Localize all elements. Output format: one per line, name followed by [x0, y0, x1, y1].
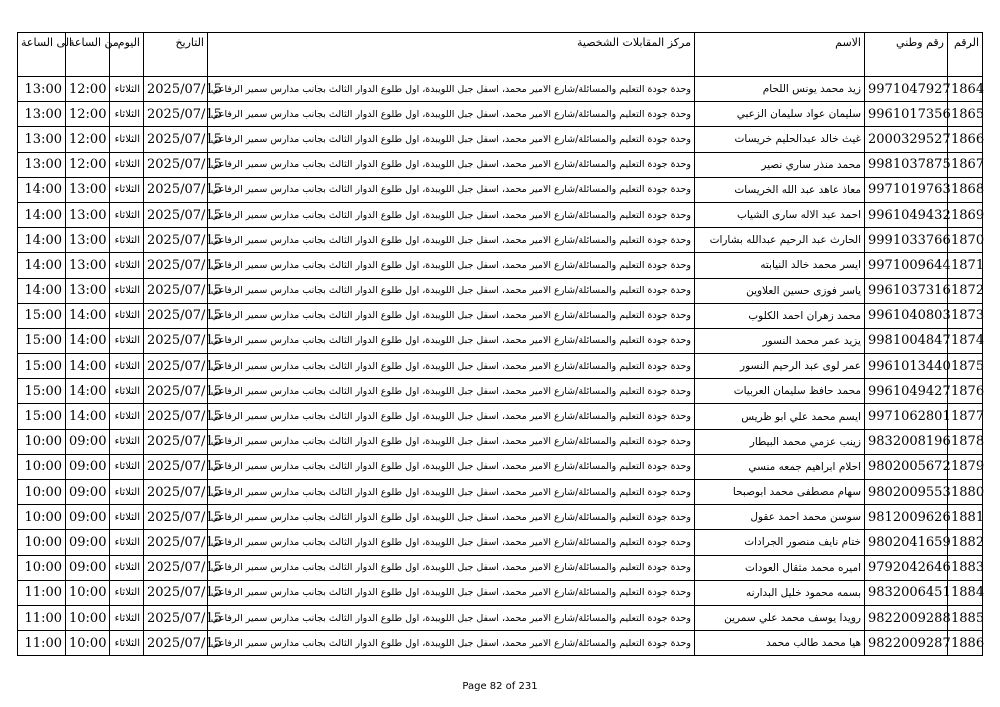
- cell-to-time: 14:00: [18, 177, 66, 202]
- cell-to-time: 10:00: [18, 454, 66, 479]
- cell-date: 2025/07/15: [144, 253, 208, 278]
- header-center: مركز المقابلات الشخصية: [208, 33, 695, 77]
- cell-center: وحدة جودة التعليم والمسائلة/شارع الامير محمد، اسفل جبل اللويبدة، اول طلوع الدوار الثالث بجانب مدارس سمير الرفاعي: [208, 379, 695, 404]
- table-row: [18, 480, 983, 505]
- cell-national-id: 9822009287: [865, 631, 948, 656]
- cell-day: الثلاثاء: [110, 631, 144, 656]
- schedule-sheet: [17, 32, 985, 656]
- table-row: [18, 631, 983, 656]
- cell-to-time: 15:00: [18, 354, 66, 379]
- cell-center: وحدة جودة التعليم والمسائلة/شارع الامير محمد، اسفل جبل اللويبدة، اول طلوع الدوار الثالث بجانب مدارس سمير الرفاعي: [208, 354, 695, 379]
- cell-national-id: 2000329527: [865, 127, 948, 152]
- cell-day: الثلاثاء: [110, 253, 144, 278]
- cell-date: 2025/07/15: [144, 605, 208, 630]
- cell-name: سليمان عواد سليمان الزعبي: [695, 102, 865, 127]
- cell-day: الثلاثاء: [110, 530, 144, 555]
- cell-date: 2025/07/15: [144, 429, 208, 454]
- cell-from-time: 13:00: [66, 228, 110, 253]
- cell-number: 1884: [948, 580, 983, 605]
- cell-date: 2025/07/15: [144, 77, 208, 102]
- cell-national-id: 9961013440: [865, 354, 948, 379]
- cell-date: 2025/07/15: [144, 631, 208, 656]
- cell-number: 1866: [948, 127, 983, 152]
- cell-name: احلام ابراهيم جمعه منسي: [695, 454, 865, 479]
- cell-date: 2025/07/15: [144, 480, 208, 505]
- cell-center: وحدة جودة التعليم والمسائلة/شارع الامير محمد، اسفل جبل اللويبدة، اول طلوع الدوار الثالث بجانب مدارس سمير الرفاعي: [208, 152, 695, 177]
- cell-day: الثلاثاء: [110, 202, 144, 227]
- table-row: [18, 152, 983, 177]
- table-row: [18, 177, 983, 202]
- header-from-time: من الساعة: [66, 33, 110, 77]
- table-row: [18, 379, 983, 404]
- cell-to-time: 10:00: [18, 555, 66, 580]
- cell-center: وحدة جودة التعليم والمسائلة/شارع الامير محمد، اسفل جبل اللويبدة، اول طلوع الدوار الثالث بجانب مدارس سمير الرفاعي: [208, 228, 695, 253]
- page-number: Page 82 of 231: [462, 681, 538, 692]
- cell-date: 2025/07/15: [144, 530, 208, 555]
- cell-national-id: 9971062801: [865, 404, 948, 429]
- table-row: [18, 253, 983, 278]
- cell-national-id: 9961040803: [865, 303, 948, 328]
- cell-date: 2025/07/15: [144, 555, 208, 580]
- header-national-id: رقم وطني: [865, 33, 948, 77]
- cell-from-time: 14:00: [66, 404, 110, 429]
- cell-date: 2025/07/15: [144, 580, 208, 605]
- header-day: اليوم: [110, 33, 144, 77]
- cell-center: وحدة جودة التعليم والمسائلة/شارع الامير محمد، اسفل جبل اللويبدة، اول طلوع الدوار الثالث بجانب مدارس سمير الرفاعي: [208, 631, 695, 656]
- cell-center: وحدة جودة التعليم والمسائلة/شارع الامير محمد، اسفل جبل اللويبدة، اول طلوع الدوار الثالث بجانب مدارس سمير الرفاعي: [208, 303, 695, 328]
- cell-to-time: 10:00: [18, 480, 66, 505]
- interview-schedule-table: [17, 32, 983, 656]
- cell-from-time: 12:00: [66, 77, 110, 102]
- cell-to-time: 13:00: [18, 152, 66, 177]
- table-row: [18, 303, 983, 328]
- cell-date: 2025/07/15: [144, 177, 208, 202]
- cell-center: وحدة جودة التعليم والمسائلة/شارع الامير محمد، اسفل جبل اللويبدة، اول طلوع الدوار الثالث بجانب مدارس سمير الرفاعي: [208, 404, 695, 429]
- table-row: [18, 505, 983, 530]
- cell-day: الثلاثاء: [110, 480, 144, 505]
- cell-to-time: 15:00: [18, 404, 66, 429]
- cell-from-time: 13:00: [66, 202, 110, 227]
- cell-day: الثلاثاء: [110, 303, 144, 328]
- cell-center: وحدة جودة التعليم والمسائلة/شارع الامير محمد، اسفل جبل اللويبدة، اول طلوع الدوار الثالث بجانب مدارس سمير الرفاعي: [208, 580, 695, 605]
- cell-to-time: 11:00: [18, 605, 66, 630]
- table-row: [18, 228, 983, 253]
- cell-from-time: 09:00: [66, 505, 110, 530]
- cell-name: سوسن محمد احمد عقول: [695, 505, 865, 530]
- cell-day: الثلاثاء: [110, 379, 144, 404]
- cell-day: الثلاثاء: [110, 429, 144, 454]
- cell-day: الثلاثاء: [110, 454, 144, 479]
- table-row: [18, 354, 983, 379]
- cell-national-id: 9961037316: [865, 278, 948, 303]
- cell-to-time: 14:00: [18, 202, 66, 227]
- cell-from-time: 13:00: [66, 253, 110, 278]
- cell-national-id: 9991033766: [865, 228, 948, 253]
- cell-to-time: 15:00: [18, 303, 66, 328]
- cell-number: 1878: [948, 429, 983, 454]
- cell-name: اميره محمد مثقال العودات: [695, 555, 865, 580]
- cell-number: 1876: [948, 379, 983, 404]
- cell-date: 2025/07/15: [144, 278, 208, 303]
- table-row: [18, 555, 983, 580]
- cell-date: 2025/07/15: [144, 127, 208, 152]
- cell-from-time: 14:00: [66, 328, 110, 353]
- cell-name: زينب عزمي محمد البيطار: [695, 429, 865, 454]
- cell-center: وحدة جودة التعليم والمسائلة/شارع الامير محمد، اسفل جبل اللويبدة، اول طلوع الدوار الثالث بجانب مدارس سمير الرفاعي: [208, 530, 695, 555]
- table-header-row: [18, 33, 983, 77]
- cell-day: الثلاثاء: [110, 278, 144, 303]
- table-row: [18, 77, 983, 102]
- cell-name: ايسر محمد خالد النيابته: [695, 253, 865, 278]
- cell-from-time: 14:00: [66, 303, 110, 328]
- cell-to-time: 11:00: [18, 631, 66, 656]
- cell-to-time: 10:00: [18, 505, 66, 530]
- cell-date: 2025/07/15: [144, 102, 208, 127]
- cell-center: وحدة جودة التعليم والمسائلة/شارع الامير محمد، اسفل جبل اللويبدة، اول طلوع الدوار الثالث بجانب مدارس سمير الرفاعي: [208, 555, 695, 580]
- cell-day: الثلاثاء: [110, 328, 144, 353]
- cell-to-time: 14:00: [18, 253, 66, 278]
- cell-number: 1880: [948, 480, 983, 505]
- cell-national-id: 9802009553: [865, 480, 948, 505]
- cell-number: 1882: [948, 530, 983, 555]
- cell-from-time: 13:00: [66, 278, 110, 303]
- cell-from-time: 10:00: [66, 631, 110, 656]
- cell-from-time: 14:00: [66, 379, 110, 404]
- cell-national-id: 9961049427: [865, 379, 948, 404]
- cell-national-id: 9981037875: [865, 152, 948, 177]
- cell-from-time: 09:00: [66, 429, 110, 454]
- header-to-time: الى الساعة: [18, 33, 66, 77]
- cell-day: الثلاثاء: [110, 152, 144, 177]
- cell-number: 1868: [948, 177, 983, 202]
- cell-center: وحدة جودة التعليم والمسائلة/شارع الامير محمد، اسفل جبل اللويبدة، اول طلوع الدوار الثالث بجانب مدارس سمير الرفاعي: [208, 454, 695, 479]
- cell-date: 2025/07/15: [144, 379, 208, 404]
- cell-name: محمد حافظ سليمان العربيات: [695, 379, 865, 404]
- cell-national-id: 9981004847: [865, 328, 948, 353]
- cell-national-id: 9812009626: [865, 505, 948, 530]
- cell-name: بسمه محمود خليل البدارنه: [695, 580, 865, 605]
- cell-to-time: 13:00: [18, 102, 66, 127]
- cell-number: 1872: [948, 278, 983, 303]
- cell-center: وحدة جودة التعليم والمسائلة/شارع الامير محمد، اسفل جبل اللويبدة، اول طلوع الدوار الثالث بجانب مدارس سمير الرفاعي: [208, 429, 695, 454]
- cell-number: 1885: [948, 605, 983, 630]
- cell-day: الثلاثاء: [110, 102, 144, 127]
- cell-date: 2025/07/15: [144, 505, 208, 530]
- cell-number: 1883: [948, 555, 983, 580]
- cell-national-id: 9802005672: [865, 454, 948, 479]
- cell-center: وحدة جودة التعليم والمسائلة/شارع الامير محمد، اسفل جبل اللويبدة، اول طلوع الدوار الثالث بجانب مدارس سمير الرفاعي: [208, 177, 695, 202]
- cell-date: 2025/07/15: [144, 454, 208, 479]
- cell-name: غيث خالد عبدالحليم خريسات: [695, 127, 865, 152]
- cell-date: 2025/07/15: [144, 228, 208, 253]
- cell-number: 1867: [948, 152, 983, 177]
- table-row: [18, 580, 983, 605]
- cell-from-time: 10:00: [66, 580, 110, 605]
- cell-from-time: 10:00: [66, 605, 110, 630]
- cell-to-time: 10:00: [18, 429, 66, 454]
- cell-national-id: 9961017356: [865, 102, 948, 127]
- cell-national-id: 9822009288: [865, 605, 948, 630]
- table-row: [18, 429, 983, 454]
- cell-national-id: 9802041659: [865, 530, 948, 555]
- cell-number: 1879: [948, 454, 983, 479]
- cell-date: 2025/07/15: [144, 404, 208, 429]
- cell-center: وحدة جودة التعليم والمسائلة/شارع الامير محمد، اسفل جبل اللويبدة، اول طلوع الدوار الثالث بجانب مدارس سمير الرفاعي: [208, 480, 695, 505]
- cell-center: وحدة جودة التعليم والمسائلة/شارع الامير محمد، اسفل جبل اللويبدة، اول طلوع الدوار الثالث بجانب مدارس سمير الرفاعي: [208, 605, 695, 630]
- cell-number: 1864: [948, 77, 983, 102]
- cell-day: الثلاثاء: [110, 404, 144, 429]
- cell-number: 1870: [948, 228, 983, 253]
- cell-national-id: 9971009644: [865, 253, 948, 278]
- cell-date: 2025/07/15: [144, 303, 208, 328]
- cell-name: هيا محمد طالب محمد: [695, 631, 865, 656]
- cell-to-time: 14:00: [18, 228, 66, 253]
- cell-number: 1865: [948, 102, 983, 127]
- cell-from-time: 12:00: [66, 102, 110, 127]
- cell-name: زيد محمد يونس اللحام: [695, 77, 865, 102]
- cell-national-id: 9832006451: [865, 580, 948, 605]
- cell-name: ايسم محمد علي ابو ظريس: [695, 404, 865, 429]
- cell-to-time: 11:00: [18, 580, 66, 605]
- cell-day: الثلاثاء: [110, 505, 144, 530]
- cell-day: الثلاثاء: [110, 228, 144, 253]
- table-row: [18, 404, 983, 429]
- cell-name: محمد زهران احمد الكلوب: [695, 303, 865, 328]
- cell-from-time: 09:00: [66, 530, 110, 555]
- cell-day: الثلاثاء: [110, 605, 144, 630]
- cell-number: 1873: [948, 303, 983, 328]
- cell-national-id: 9792042646: [865, 555, 948, 580]
- cell-number: 1877: [948, 404, 983, 429]
- cell-center: وحدة جودة التعليم والمسائلة/شارع الامير محمد، اسفل جبل اللويبدة، اول طلوع الدوار الثالث بجانب مدارس سمير الرفاعي: [208, 278, 695, 303]
- header-date: التاريخ: [144, 33, 208, 77]
- cell-to-time: 14:00: [18, 278, 66, 303]
- cell-national-id: 9961049432: [865, 202, 948, 227]
- cell-name: معاذ عاهد عبد الله الخريسات: [695, 177, 865, 202]
- cell-center: وحدة جودة التعليم والمسائلة/شارع الامير محمد، اسفل جبل اللويبدة، اول طلوع الدوار الثالث بجانب مدارس سمير الرفاعي: [208, 127, 695, 152]
- cell-from-time: 09:00: [66, 454, 110, 479]
- cell-from-time: 12:00: [66, 152, 110, 177]
- cell-to-time: 15:00: [18, 379, 66, 404]
- cell-number: 1886: [948, 631, 983, 656]
- cell-name: سهام مصطفى محمد ابوصبحا: [695, 480, 865, 505]
- cell-from-time: 12:00: [66, 127, 110, 152]
- cell-center: وحدة جودة التعليم والمسائلة/شارع الامير محمد، اسفل جبل اللويبدة، اول طلوع الدوار الثالث بجانب مدارس سمير الرفاعي: [208, 202, 695, 227]
- cell-number: 1875: [948, 354, 983, 379]
- cell-center: وحدة جودة التعليم والمسائلة/شارع الامير محمد، اسفل جبل اللويبدة، اول طلوع الدوار الثالث بجانب مدارس سمير الرفاعي: [208, 328, 695, 353]
- cell-day: الثلاثاء: [110, 77, 144, 102]
- cell-national-id: 9971019763: [865, 177, 948, 202]
- cell-name: محمد منذر ساري نصير: [695, 152, 865, 177]
- header-number: الرقم: [948, 33, 983, 77]
- cell-day: الثلاثاء: [110, 580, 144, 605]
- cell-to-time: 10:00: [18, 530, 66, 555]
- table-row: [18, 328, 983, 353]
- cell-center: وحدة جودة التعليم والمسائلة/شارع الامير محمد، اسفل جبل اللويبدة، اول طلوع الدوار الثالث بجانب مدارس سمير الرفاعي: [208, 102, 695, 127]
- cell-day: الثلاثاء: [110, 177, 144, 202]
- cell-number: 1871: [948, 253, 983, 278]
- cell-national-id: 9971047927: [865, 77, 948, 102]
- cell-number: 1881: [948, 505, 983, 530]
- cell-to-time: 13:00: [18, 77, 66, 102]
- cell-center: وحدة جودة التعليم والمسائلة/شارع الامير محمد، اسفل جبل اللويبدة، اول طلوع الدوار الثالث بجانب مدارس سمير الرفاعي: [208, 505, 695, 530]
- table-row: [18, 127, 983, 152]
- table-row: [18, 530, 983, 555]
- cell-from-time: 09:00: [66, 555, 110, 580]
- table-row: [18, 102, 983, 127]
- table-row: [18, 278, 983, 303]
- cell-name: عمر لوى عبد الرحيم النسور: [695, 354, 865, 379]
- cell-center: وحدة جودة التعليم والمسائلة/شارع الامير محمد، اسفل جبل اللويبدة، اول طلوع الدوار الثالث بجانب مدارس سمير الرفاعي: [208, 77, 695, 102]
- cell-number: 1869: [948, 202, 983, 227]
- cell-name: رويدا يوسف محمد علي سمرين: [695, 605, 865, 630]
- table-row: [18, 454, 983, 479]
- cell-number: 1874: [948, 328, 983, 353]
- cell-from-time: 14:00: [66, 354, 110, 379]
- table-row: [18, 202, 983, 227]
- cell-name: احمد عبد الاله سارى الشياب: [695, 202, 865, 227]
- cell-date: 2025/07/15: [144, 152, 208, 177]
- cell-name: ياسر فوزى حسين العلاوين: [695, 278, 865, 303]
- cell-from-time: 09:00: [66, 480, 110, 505]
- cell-date: 2025/07/15: [144, 202, 208, 227]
- cell-from-time: 13:00: [66, 177, 110, 202]
- header-name: الاسم: [695, 33, 865, 77]
- cell-to-time: 13:00: [18, 127, 66, 152]
- cell-name: يزيد عمر محمد النسور: [695, 328, 865, 353]
- cell-national-id: 9832008196: [865, 429, 948, 454]
- cell-to-time: 15:00: [18, 328, 66, 353]
- cell-center: وحدة جودة التعليم والمسائلة/شارع الامير محمد، اسفل جبل اللويبدة، اول طلوع الدوار الثالث بجانب مدارس سمير الرفاعي: [208, 253, 695, 278]
- table-row: [18, 605, 983, 630]
- cell-day: الثلاثاء: [110, 127, 144, 152]
- cell-name: الحارث عبد الرحيم عبدالله بشارات: [695, 228, 865, 253]
- cell-date: 2025/07/15: [144, 354, 208, 379]
- cell-name: ختام نايف منصور الجرادات: [695, 530, 865, 555]
- cell-date: 2025/07/15: [144, 328, 208, 353]
- cell-day: الثلاثاء: [110, 354, 144, 379]
- cell-day: الثلاثاء: [110, 555, 144, 580]
